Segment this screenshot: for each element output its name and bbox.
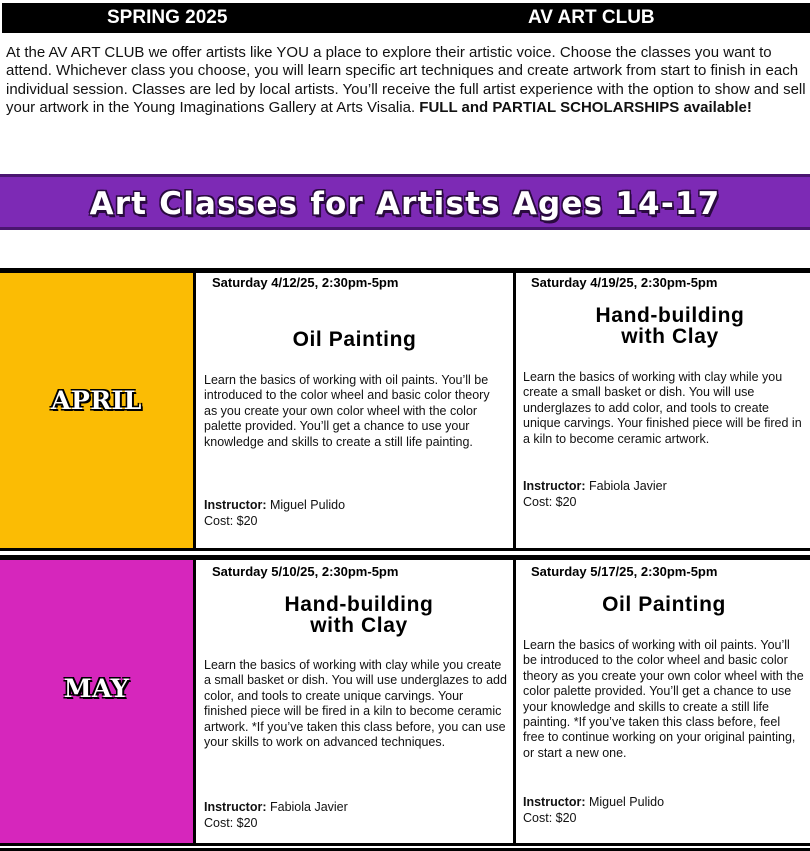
month-cell-may xyxy=(0,560,196,843)
intro-paragraph xyxy=(6,44,806,118)
class-cost: Cost: $20 xyxy=(204,816,258,830)
class-description: Learn the basics of working with oil paints. You’ll be introduced to the color wheel and basic color theory as you create your own color wheel with the color palette provided. You’ll get a chance to use your knowledge and skills to create a still life painting. *If you’ve taken this class before, feel free to continue working on your original painting, or start a new one. xyxy=(523,638,804,760)
class-date: Saturday 4/19/25, 2:30pm-5pm xyxy=(531,275,718,290)
class-instructor xyxy=(204,800,348,816)
class-date: Saturday 4/12/25, 2:30pm-5pm xyxy=(212,275,399,290)
class-cell-apr-19 xyxy=(516,273,810,548)
class-cell-apr-12 xyxy=(196,273,513,548)
class-date: Saturday 5/17/25, 2:30pm-5pm xyxy=(531,564,718,579)
class-instructor xyxy=(204,498,345,514)
grid-line-mid-upper xyxy=(0,548,810,551)
month-label-april: APRIL xyxy=(51,386,142,415)
instructor-name: Miguel Pulido xyxy=(269,498,346,512)
class-cell-may-17 xyxy=(516,560,810,843)
instructor-name: Fabiola Javier xyxy=(269,800,348,814)
class-cost: Cost: $20 xyxy=(523,811,577,825)
club-name: AV ART CLUB xyxy=(528,7,655,28)
instructor-label: Instructor: xyxy=(204,498,267,512)
class-date: Saturday 5/10/25, 2:30pm-5pm xyxy=(212,564,399,579)
class-description: Learn the basics of working with clay while you create a small basket or dish. You will use underglazes to add color, and tools to create unique carvings. Your finished piece will be fired in a kiln to become ceramic artwork. xyxy=(523,370,802,446)
class-instructor xyxy=(523,795,664,811)
instructor-name: Fabiola Javier xyxy=(588,479,667,493)
banner-title: Art Classes for Artists Ages 14-17 xyxy=(89,186,721,222)
class-description: Learn the basics of working with oil paints. You’ll be introduced to the color wheel and basic color theory as you create your own color wheel with the color palette provided. You’ll get a chance to use your knowledge and skills to create a still life painting. xyxy=(204,373,490,449)
month-cell-april xyxy=(0,273,196,548)
class-cost: Cost: $20 xyxy=(204,514,258,528)
header-bar xyxy=(2,3,810,33)
class-cost: Cost: $20 xyxy=(523,495,577,509)
classes-banner xyxy=(0,174,810,230)
intro-text: At the AV ART CLUB we offer artists like YOU a place to explore their artistic voice. Choose the classes you want to attend. Whichever class you choose, you will learn specific art techniques and create artwork from start to finish in each individual session. Classes are led by local artists. You’ll receive the full artist experience with the option to show and sell your artwork in the Young Imaginations Gallery at Arts Visalia. xyxy=(6,44,806,117)
instructor-label: Instructor: xyxy=(204,800,267,814)
grid-line-bottom-upper xyxy=(0,843,810,846)
instructor-name: Miguel Pulido xyxy=(588,795,665,809)
scholarship-note: FULL and PARTIAL SCHOLARSHIPS available! xyxy=(419,99,752,117)
class-description: Learn the basics of working with clay while you create a small basket or dish. You will use underglazes to add color, and tools to create unique carvings. Your finished piece will be fired in a kiln to become ceramic artwork. *If you’ve taken this class before, you can use your skills to work on advanced techniques. xyxy=(204,658,507,750)
season-label: SPRING 2025 xyxy=(107,7,228,28)
class-title: Oil Painting xyxy=(602,593,726,616)
instructor-label: Instructor: xyxy=(523,479,586,493)
class-title: Oil Painting xyxy=(292,328,417,351)
class-cell-may-10 xyxy=(196,560,513,843)
month-label-may: MAY xyxy=(63,674,130,703)
class-title: Hand-building with Clay xyxy=(595,304,745,348)
instructor-label: Instructor: xyxy=(523,795,586,809)
class-title: Hand-building with Clay xyxy=(284,593,434,637)
class-instructor xyxy=(523,479,667,495)
